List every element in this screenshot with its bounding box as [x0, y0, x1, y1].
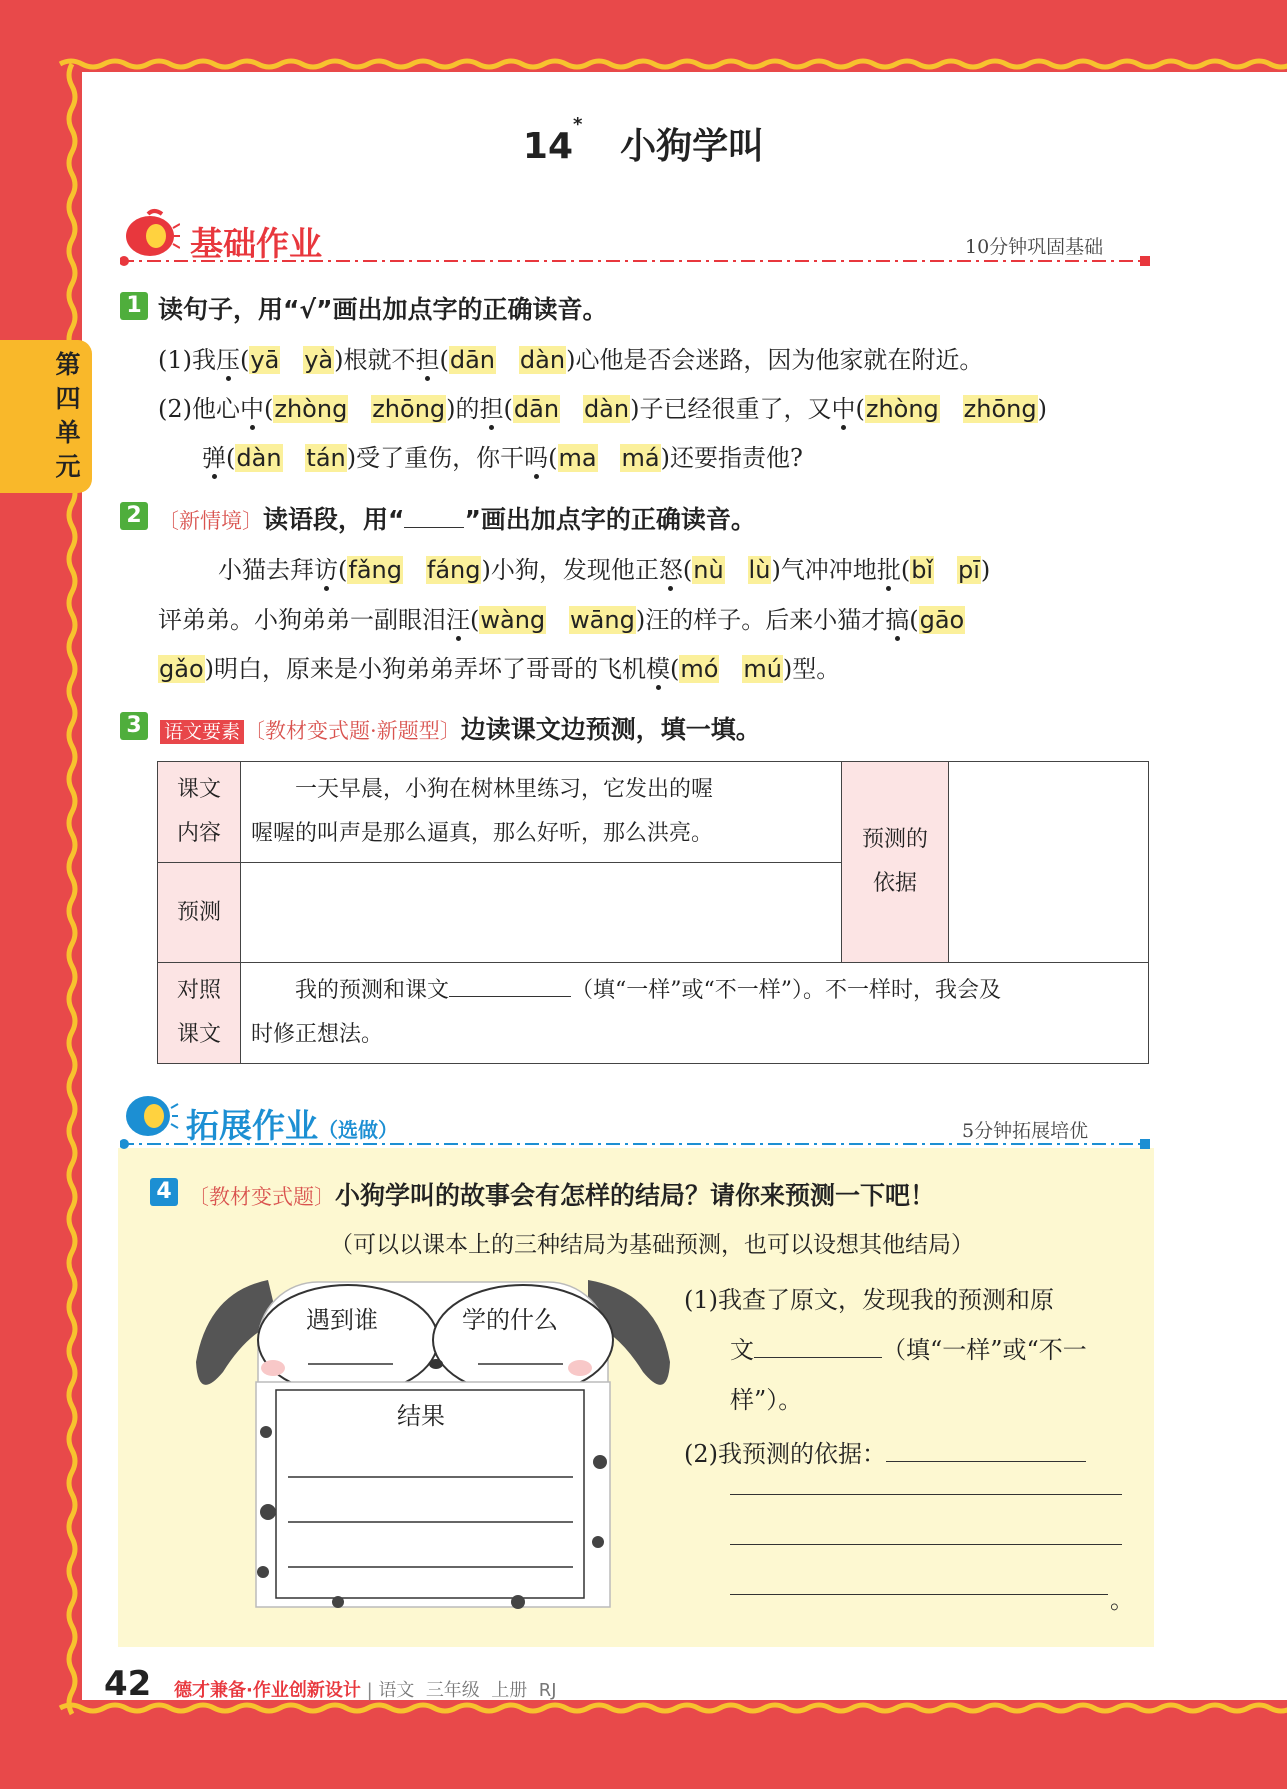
section-basic-divider	[120, 255, 1160, 267]
q4-item-2-blank-4[interactable]	[730, 1594, 1108, 1595]
q3-tag: 〔教材变式题·新题型〕	[244, 719, 461, 743]
q3-tag-box: 语文要素	[160, 720, 244, 744]
q4-tag: 〔教材变式题〕	[188, 1185, 335, 1209]
section-ext-divider	[120, 1138, 1160, 1150]
question-1-number: 1	[120, 292, 148, 320]
unit-tab-label: 第四单元	[55, 350, 81, 481]
q4-item-2-blank-3[interactable]	[730, 1544, 1122, 1545]
q4-item-1-line-3: 样”）。	[730, 1386, 803, 1414]
q2-line-1: 小猫去拜访(fǎng fáng)小狗，发现他正怒(nù lù)气冲冲地批(bǐ pī)	[218, 556, 991, 584]
section-ext-note: 5分钟拓展培优	[962, 1120, 1089, 1142]
table-label-basis: 预测的 依据	[842, 762, 949, 963]
section-ext-title: 拓展作业	[186, 1106, 318, 1145]
footer-brand: 德才兼备·作业创新设计	[174, 1680, 361, 1701]
prediction-table	[157, 761, 1149, 1064]
q4-item-2-blank-1[interactable]	[886, 1439, 1086, 1462]
table-label-compare: 对照 课文	[158, 963, 241, 1064]
q4-end-mark: 。	[1110, 1586, 1134, 1614]
question-3-number: 3	[120, 712, 148, 740]
compare-blank[interactable]	[449, 974, 571, 997]
table-content-text: 一天早晨，小狗在树林里练习，它发出的喔 喔喔的叫声是那么逼真，那么好听，那么洪亮。	[241, 762, 842, 863]
dog-right-eye-label: 学的什么	[462, 1306, 558, 1334]
q2-tag: 〔新情境〕	[158, 509, 263, 533]
q2-underline-sample	[404, 505, 464, 528]
section-ext-subtitle: （选做）	[318, 1118, 398, 1142]
footer-info: 德才兼备·作业创新设计 | 语文 三年级 上册 RJ	[174, 1680, 557, 1701]
dog-left-eye-label: 遇到谁	[306, 1306, 378, 1334]
q1-sentence-3: 弹(dàn tán)受了重伤，你干吗(ma má)还要指责他?	[202, 444, 803, 472]
question-4-number: 4	[150, 1178, 178, 1206]
question-2-instruction: 〔新情境〕读语段，用“ ”画出加点字的正确读音。	[158, 505, 756, 534]
table-compare-text: 我的预测和课文 （填“一样”或“不一样”）。不一样时，我会及 时修正想法。	[241, 963, 1149, 1064]
balloon-mascot-icon	[118, 1090, 180, 1142]
question-3-instruction: 语文要素 〔教材变式题·新题型〕边读课文边预测，填一填。	[160, 710, 761, 746]
section-basic-title: 基础作业	[190, 224, 322, 263]
question-4-instruction: 〔教材变式题〕小狗学叫的故事会有怎样的结局？请你来预测一下吧！	[188, 1181, 936, 1210]
dog-illustration	[188, 1272, 678, 1612]
q4-item-1-line-2: 文 （填“一样”或“不一	[730, 1336, 1087, 1364]
lesson-number: 14	[522, 126, 574, 167]
page-title	[0, 114, 1287, 169]
dog-body-label: 结果	[397, 1402, 445, 1430]
q4-item-2-label: (2)我预测的依据：	[684, 1434, 1086, 1469]
q4-item-1-line-1: (1)我查了原文，发现我的预测和原	[684, 1286, 1054, 1314]
q2-line-2: 评弟弟。小狗弟弟一副眼泪汪(wàng wāng)汪的样子。后来小猫才搞(gāo	[158, 606, 965, 634]
section-basic-note: 10分钟巩固基础	[965, 236, 1104, 258]
q1-sentence-2: (2)他心中(zhòng zhōng)的担(dān dàn)子已经很重了，又中(zhòng zhōng)	[158, 395, 1047, 423]
question-1-instruction: 读句子，用“√”画出加点字的正确读音。	[158, 295, 608, 324]
q2-line-3: gǎo)明白，原来是小狗弟弟弄坏了哥哥的飞机模(mó mú)型。	[159, 655, 841, 683]
basis-answer-cell[interactable]	[949, 762, 1149, 963]
q4-item-1-blank[interactable]	[754, 1335, 882, 1358]
q1-sentence-1: (1)我压(yā yà)根就不担(dān dàn)心他是否会迷路，因为他家就在附近。	[158, 346, 984, 374]
q4-hint: （可以以课本上的三种结局为基础预测，也可以设想其他结局）	[330, 1232, 974, 1258]
unit-tab	[0, 340, 92, 493]
q4-item-2-blank-2[interactable]	[730, 1494, 1122, 1495]
lesson-title: 小狗学叫	[620, 126, 765, 167]
lesson-mark: *	[573, 114, 583, 135]
question-2-number: 2	[120, 502, 148, 530]
tomato-mascot-icon	[118, 208, 180, 260]
page-number: 42	[104, 1664, 152, 1704]
prediction-answer-cell[interactable]	[241, 863, 842, 963]
table-label-prediction: 预测	[158, 863, 241, 963]
table-label-content: 课文 内容	[158, 762, 241, 863]
